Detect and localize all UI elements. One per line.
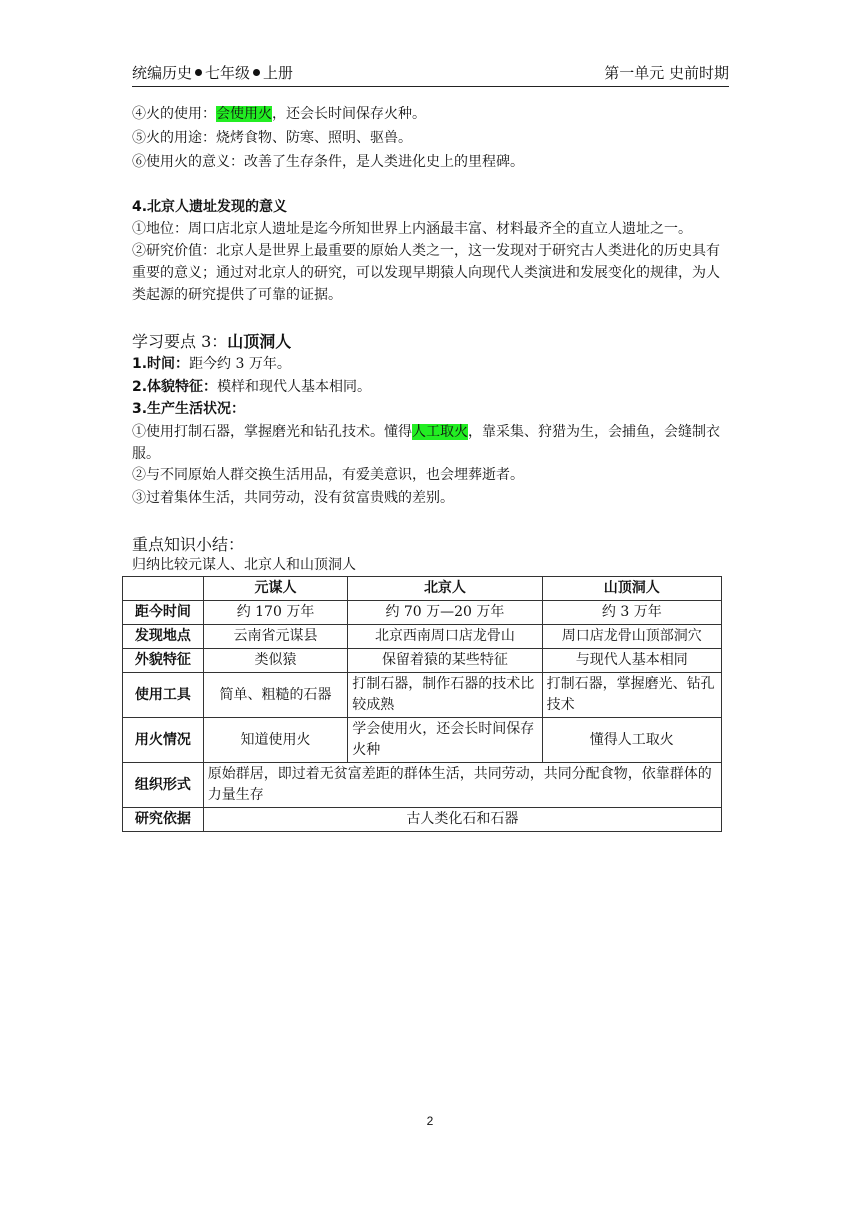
significance-title: 4.北京人遗址发现的意义 bbox=[132, 199, 288, 215]
fire-use-text: ，还会长时间保存火种。 bbox=[272, 106, 426, 122]
row-header: 外貌特征 bbox=[123, 649, 204, 673]
highlight-text: 人工取火 bbox=[412, 424, 468, 440]
row-header: 发现地点 bbox=[123, 625, 204, 649]
table-cell: 周口店龙骨山顶部洞穴 bbox=[542, 625, 721, 649]
table-row bbox=[123, 673, 722, 718]
table-cell: 学会使用火，还会长时间保存火种 bbox=[348, 718, 542, 763]
table-cell: 与现代人基本相同 bbox=[542, 649, 721, 673]
table-header-row bbox=[123, 577, 722, 601]
table-cell: 简单、粗糙的石器 bbox=[203, 673, 348, 718]
life1-pre: ①使用打制石器，掌握磨光和钻孔技术。懂得 bbox=[132, 424, 412, 440]
point3-heading bbox=[132, 331, 291, 352]
table-cell: 保留着猿的某些特征 bbox=[348, 649, 542, 673]
table-cell: 云南省元谋县 bbox=[203, 625, 348, 649]
table-header-cell: 元谋人 bbox=[203, 577, 348, 601]
fire-use-label: ④火的使用： bbox=[132, 106, 216, 122]
table-cell: 知道使用火 bbox=[203, 718, 348, 763]
table-row bbox=[123, 649, 722, 673]
table-cell: 北京西南周口店龙骨山 bbox=[348, 625, 542, 649]
table-cell: 古人类化石和石器 bbox=[203, 808, 721, 832]
time-text: 距今约 3 万年。 bbox=[189, 356, 291, 372]
table-header-cell bbox=[123, 577, 204, 601]
page-number: 2 bbox=[426, 1114, 434, 1128]
table-cell: 类似猿 bbox=[203, 649, 348, 673]
row-header: 研究依据 bbox=[123, 808, 204, 832]
point3-title: 山顶洞人 bbox=[227, 332, 292, 351]
fire-purpose-line: ⑤火的用途：烧烤食物、防寒、照明、驱兽。 bbox=[132, 130, 412, 146]
header-left bbox=[132, 62, 293, 83]
table-row bbox=[123, 763, 722, 808]
table-cell: 约 170 万年 bbox=[203, 601, 348, 625]
header-unit: 第一单元 史前时期 bbox=[604, 64, 729, 82]
life1-post: ，靠采集、狩猎为生，会捕鱼，会缝制衣服。 bbox=[132, 424, 720, 462]
table-cell: 打制石器，制作石器的技术比较成熟 bbox=[348, 673, 542, 718]
table-row bbox=[123, 808, 722, 832]
table-row bbox=[123, 625, 722, 649]
highlight-text: 会使用火 bbox=[216, 106, 272, 122]
row-header: 用火情况 bbox=[123, 718, 204, 763]
comparison-table bbox=[122, 576, 722, 832]
bullet-dot-icon bbox=[253, 69, 260, 76]
row-header: 使用工具 bbox=[123, 673, 204, 718]
point3-life3: ③过着集体生活，共同劳动，没有贫富贵贱的差别。 bbox=[132, 490, 454, 506]
point3-time bbox=[132, 354, 291, 375]
point3-life2: ②与不同原始人群交换生活用品，有爱美意识，也会埋葬逝者。 bbox=[132, 467, 524, 483]
time-label: 1.时间： bbox=[132, 356, 190, 372]
significance-status: ①地位：周口店北京人遗址是迄今所知世界上内涵最丰富、材料最齐全的直立人遗址之一。 bbox=[132, 221, 692, 237]
point3-life1 bbox=[132, 421, 734, 465]
table-row bbox=[123, 718, 722, 763]
body-text: 模样和现代人基本相同。 bbox=[217, 379, 372, 395]
point3-life-label: 3.生产生活状况： bbox=[132, 401, 246, 417]
table-header-cell: 山顶洞人 bbox=[542, 577, 721, 601]
bullet-dot-icon bbox=[195, 69, 202, 76]
table-cell: 原始群居，即过着无贫富差距的群体生活，共同劳动，共同分配食物，依靠群体的力量生存 bbox=[203, 763, 721, 808]
table-cell: 打制石器，掌握磨光、钻孔技术 bbox=[542, 673, 721, 718]
row-header: 距今时间 bbox=[123, 601, 204, 625]
summary-subtitle: 归纳比较元谋人、北京人和山顶洞人 bbox=[132, 557, 356, 573]
significance-research-value: ②研究价值：北京人是世界上最重要的原始人类之一，这一发现对于研究古人类进化的历史具有重要的意义；通过对北京人的研究，可以发现早期猿人向现代人类演进和发展变化的规律，为人类起源的研究提供了可靠的证据。 bbox=[132, 243, 720, 303]
table-cell: 约 3 万年 bbox=[542, 601, 721, 625]
table-cell: 约 70 万—20 万年 bbox=[348, 601, 542, 625]
page-header bbox=[132, 62, 729, 87]
body-label: 2.体貌特征： bbox=[132, 379, 218, 395]
table-cell: 懂得人工取火 bbox=[542, 718, 721, 763]
fire-use-line bbox=[132, 104, 426, 125]
point3-prefix: 学习要点 3： bbox=[132, 332, 228, 351]
table-header-cell: 北京人 bbox=[348, 577, 542, 601]
header-grade: 七年级 bbox=[205, 64, 251, 82]
fire-meaning-line: ⑥使用火的意义：改善了生存条件，是人类进化史上的里程碑。 bbox=[132, 154, 524, 170]
table-row bbox=[123, 601, 722, 625]
header-subject: 统编历史 bbox=[132, 64, 193, 82]
row-header: 组织形式 bbox=[123, 763, 204, 808]
point3-body bbox=[132, 377, 371, 398]
summary-title: 重点知识小结： bbox=[132, 535, 245, 554]
header-volume: 上册 bbox=[263, 64, 294, 82]
